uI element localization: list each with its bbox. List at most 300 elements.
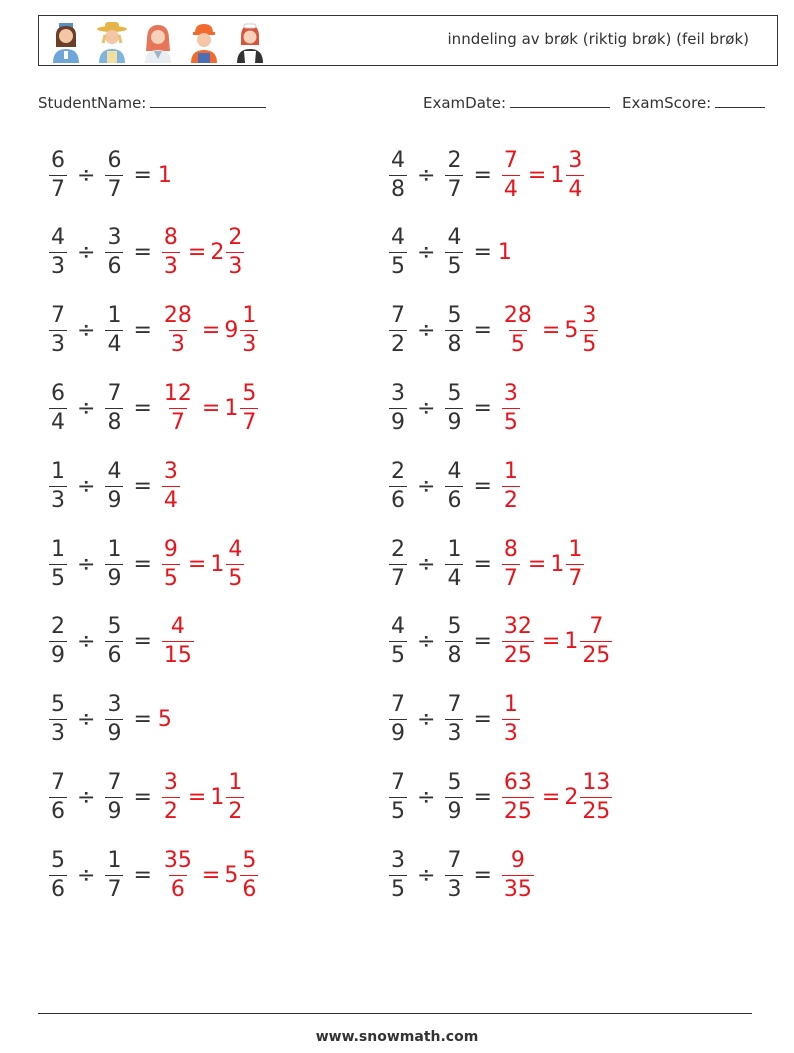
mixed-numerator: 5	[242, 380, 257, 406]
divisor-fraction-denominator: 9	[107, 721, 122, 747]
answer-fraction-numerator: 3	[503, 380, 518, 406]
answer-fraction-denominator: 4	[163, 487, 178, 513]
divisor-fraction-numerator: 5	[107, 614, 122, 640]
answer-fraction-numerator: 9	[163, 536, 178, 562]
divide-symbol: ÷	[77, 240, 96, 266]
answer-fraction	[502, 769, 534, 824]
dividend-fraction	[49, 847, 67, 902]
mixed-numerator: 1	[568, 536, 583, 562]
answer-fraction-denominator: 6	[170, 876, 185, 902]
divisor-fraction	[445, 769, 463, 824]
answer	[158, 536, 248, 591]
answer	[158, 707, 172, 732]
divisor-fraction	[445, 227, 463, 278]
answer-fraction-denominator: 15	[163, 643, 192, 669]
problem-item	[45, 451, 184, 521]
answer-whole: 1	[497, 240, 512, 266]
answer-fraction	[502, 536, 520, 591]
divisor-fraction	[105, 694, 123, 745]
divisor-fraction-numerator: 6	[107, 147, 122, 173]
divisor-fraction	[105, 227, 123, 278]
divisor-fraction	[105, 769, 123, 824]
exam-score-label: ExamScore:	[622, 94, 712, 112]
divide-symbol: ÷	[417, 629, 436, 655]
divisor-fraction-numerator: 4	[107, 458, 122, 484]
problem-item	[385, 529, 588, 599]
exam-date-blank[interactable]	[510, 93, 610, 108]
dividend-fraction-denominator: 5	[51, 565, 65, 591]
student-name-label: StudentName:	[38, 94, 147, 112]
mixed-whole: 1	[550, 551, 565, 577]
answer-fraction	[162, 847, 194, 902]
divisor-fraction-numerator: 1	[107, 303, 122, 329]
equals-symbol: =	[133, 473, 152, 499]
dividend-fraction-denominator: 5	[391, 798, 405, 824]
mixed-denominator: 4	[568, 176, 583, 202]
divisor-fraction-numerator: 5	[447, 614, 462, 640]
divisor-fraction	[445, 380, 463, 435]
equals-symbol: =	[473, 473, 492, 499]
dividend-fraction-denominator: 6	[51, 876, 65, 902]
problem-item	[385, 685, 524, 755]
divisor-fraction-numerator: 1	[107, 536, 122, 562]
dividend-fraction	[389, 147, 407, 202]
answer-whole: 5	[157, 707, 172, 733]
problem-item	[385, 762, 616, 832]
divisor-fraction	[445, 305, 463, 356]
answer-fraction-denominator: 2	[163, 798, 178, 824]
divisor-fraction	[105, 847, 123, 902]
dividend-fraction	[389, 458, 407, 513]
mixed-whole: 1	[210, 784, 225, 810]
dividend-fraction-denominator: 8	[391, 176, 405, 202]
answer-fraction-denominator: 3	[163, 254, 178, 280]
divide-symbol: ÷	[77, 162, 96, 188]
divide-symbol: ÷	[417, 318, 436, 344]
answer-fraction-numerator: 9	[510, 847, 525, 873]
problem-item	[45, 140, 172, 210]
dividend-fraction-denominator: 9	[391, 409, 405, 435]
answer	[158, 458, 184, 513]
mixed-fraction	[226, 227, 244, 278]
divide-symbol: ÷	[417, 395, 436, 421]
dividend-fraction-numerator: 4	[391, 147, 405, 173]
dividend-fraction	[389, 616, 407, 667]
answer-fraction-denominator: 25	[503, 798, 532, 824]
answer-fraction-numerator: 7	[503, 147, 518, 173]
dividend-fraction-denominator: 3	[51, 487, 65, 513]
answer-fraction-numerator: 28	[163, 303, 192, 329]
farmer-avatar-icon	[93, 21, 131, 63]
dividend-fraction	[49, 380, 67, 435]
divisor-fraction	[445, 536, 463, 591]
answer	[158, 305, 262, 356]
answer-equals-symbol: =	[541, 318, 561, 344]
mixed-fraction	[580, 616, 612, 667]
divisor-fraction-denominator: 6	[447, 487, 462, 513]
divisor-fraction	[445, 616, 463, 667]
mixed-denominator: 3	[242, 332, 257, 358]
dividend-fraction	[49, 305, 67, 356]
answer-fraction	[502, 616, 534, 667]
header-box	[38, 15, 778, 66]
answer-fraction-numerator: 8	[163, 225, 178, 251]
answer-fraction	[162, 536, 180, 591]
answer-fraction-denominator: 7	[503, 565, 518, 591]
answer-fraction-denominator: 3	[170, 332, 185, 358]
dividend-fraction	[389, 769, 407, 824]
divisor-fraction-denominator: 8	[447, 643, 462, 669]
answer	[498, 616, 616, 667]
divisor-fraction	[105, 536, 123, 591]
equals-symbol: =	[133, 862, 152, 888]
dividend-fraction-denominator: 3	[51, 332, 65, 358]
divisor-fraction	[445, 458, 463, 513]
dividend-fraction-numerator: 7	[391, 303, 405, 329]
divide-symbol: ÷	[77, 629, 96, 655]
equals-symbol: =	[133, 395, 152, 421]
answer-fraction-numerator: 1	[503, 458, 518, 484]
answer-fraction	[502, 458, 520, 513]
answer	[498, 847, 538, 902]
mixed-denominator: 5	[228, 565, 243, 591]
divide-symbol: ÷	[417, 862, 436, 888]
exam-score-blank[interactable]	[715, 93, 765, 108]
mixed-whole: 9	[224, 318, 239, 344]
answer	[158, 380, 262, 435]
dividend-fraction	[49, 458, 67, 513]
dividend-fraction-numerator: 7	[391, 769, 405, 795]
dividend-fraction-denominator: 6	[51, 798, 65, 824]
equals-symbol: =	[133, 318, 152, 344]
mixed-fraction	[226, 769, 244, 824]
equals-symbol: =	[473, 862, 492, 888]
dividend-fraction-numerator: 1	[51, 458, 65, 484]
answer-fraction-denominator: 35	[503, 876, 532, 902]
divisor-fraction-numerator: 1	[447, 536, 462, 562]
mixed-denominator: 6	[242, 876, 257, 902]
worker-avatar-icon	[185, 21, 223, 63]
problem-item	[45, 840, 262, 910]
mixed-denominator: 7	[568, 565, 583, 591]
mixed-denominator: 2	[228, 798, 243, 824]
equals-symbol: =	[473, 240, 492, 266]
mixed-numerator: 13	[582, 769, 611, 795]
answer-fraction-numerator: 3	[163, 769, 178, 795]
mixed-numerator: 1	[242, 303, 257, 329]
divisor-fraction-numerator: 5	[447, 769, 462, 795]
woman-avatar-icon	[139, 21, 177, 63]
answer-fraction-denominator: 7	[170, 409, 185, 435]
answer-fraction	[502, 847, 534, 902]
answer-fraction	[502, 305, 534, 356]
equals-symbol: =	[473, 784, 492, 810]
dividend-fraction-denominator: 3	[51, 254, 65, 280]
divisor-fraction	[445, 147, 463, 202]
mixed-denominator: 3	[228, 254, 243, 280]
answer-equals-symbol: =	[201, 395, 221, 421]
equals-symbol: =	[473, 162, 492, 188]
divisor-fraction-denominator: 8	[107, 409, 122, 435]
answer	[158, 227, 248, 278]
dividend-fraction-numerator: 6	[51, 380, 65, 406]
mixed-whole: 5	[224, 862, 239, 888]
dividend-fraction-numerator: 2	[51, 614, 65, 640]
problem-item	[45, 218, 248, 288]
problem-item	[45, 296, 262, 366]
divisor-fraction-denominator: 9	[447, 798, 462, 824]
student-name-field	[38, 93, 266, 112]
divide-symbol: ÷	[77, 318, 96, 344]
answer	[158, 847, 262, 902]
answer	[498, 536, 588, 591]
divisor-fraction-denominator: 3	[447, 876, 462, 902]
divide-symbol: ÷	[77, 862, 96, 888]
mixed-whole: 1	[224, 395, 239, 421]
dividend-fraction-numerator: 7	[51, 303, 65, 329]
dividend-fraction-denominator: 5	[391, 643, 405, 669]
divisor-fraction-numerator: 3	[107, 225, 122, 251]
divide-symbol: ÷	[77, 707, 96, 733]
mixed-numerator: 2	[228, 225, 243, 251]
divisor-fraction-numerator: 7	[447, 692, 462, 718]
exam-date-label: ExamDate:	[423, 94, 507, 112]
dividend-fraction-denominator: 2	[391, 332, 405, 358]
dividend-fraction-numerator: 4	[391, 225, 405, 251]
dividend-fraction-numerator: 7	[391, 692, 405, 718]
nurse-avatar-icon	[47, 21, 85, 63]
exam-date-field	[423, 93, 610, 112]
mixed-numerator: 1	[228, 769, 243, 795]
answer	[498, 147, 588, 202]
problem-item	[45, 529, 248, 599]
divide-symbol: ÷	[77, 784, 96, 810]
equals-symbol: =	[133, 784, 152, 810]
answer-fraction	[502, 380, 520, 435]
dividend-fraction-numerator: 5	[51, 847, 65, 873]
divisor-fraction	[445, 694, 463, 745]
mixed-fraction	[566, 536, 584, 591]
problem-item	[385, 140, 588, 210]
mixed-numerator: 4	[228, 536, 243, 562]
divisor-fraction-numerator: 5	[447, 303, 462, 329]
answer-fraction-numerator: 28	[503, 303, 532, 329]
problem-item	[385, 451, 524, 521]
maid-avatar-icon	[231, 21, 269, 63]
mixed-fraction	[240, 380, 258, 435]
divisor-fraction-numerator: 7	[447, 847, 462, 873]
divisor-fraction-denominator: 7	[107, 176, 122, 202]
mixed-whole: 1	[550, 162, 565, 188]
equals-symbol: =	[473, 551, 492, 577]
answer-fraction-numerator: 12	[163, 380, 192, 406]
dividend-fraction-denominator: 9	[391, 721, 405, 747]
mixed-numerator: 7	[589, 614, 604, 640]
dividend-fraction	[49, 769, 67, 824]
answer-fraction-denominator: 5	[163, 565, 178, 591]
mixed-denominator: 25	[582, 643, 611, 669]
divisor-fraction	[105, 147, 123, 202]
problem-item	[385, 218, 512, 288]
dividend-fraction-denominator: 6	[391, 487, 405, 513]
answer-fraction-denominator: 4	[503, 176, 518, 202]
divisor-fraction-denominator: 3	[447, 721, 462, 747]
answer-equals-symbol: =	[187, 784, 207, 810]
mixed-whole: 1	[210, 551, 225, 577]
dividend-fraction-denominator: 3	[51, 721, 65, 747]
answer-fraction-numerator: 63	[503, 769, 532, 795]
divisor-fraction-denominator: 9	[447, 409, 462, 435]
answer	[498, 694, 524, 745]
dividend-fraction-denominator: 5	[391, 254, 405, 280]
divisor-fraction-numerator: 3	[107, 692, 122, 718]
answer-fraction-numerator: 8	[503, 536, 518, 562]
divisor-fraction	[105, 380, 123, 435]
equals-symbol: =	[133, 240, 152, 266]
divide-symbol: ÷	[417, 707, 436, 733]
mixed-numerator: 5	[242, 847, 257, 873]
equals-symbol: =	[133, 162, 152, 188]
dividend-fraction	[389, 536, 407, 591]
problem-item	[385, 296, 602, 366]
answer-fraction-numerator: 32	[503, 614, 532, 640]
dividend-fraction	[389, 305, 407, 356]
divisor-fraction-numerator: 4	[447, 458, 462, 484]
equals-symbol: =	[133, 707, 152, 733]
dividend-fraction-numerator: 2	[391, 536, 405, 562]
dividend-fraction	[389, 227, 407, 278]
dividend-fraction	[49, 536, 67, 591]
divisor-fraction-denominator: 7	[107, 876, 122, 902]
answer-fraction	[502, 147, 520, 202]
answer-equals-symbol: =	[527, 162, 547, 188]
dividend-fraction-numerator: 4	[391, 614, 405, 640]
answer-fraction-denominator: 2	[503, 487, 518, 513]
divisor-fraction	[105, 305, 123, 356]
answer-fraction	[162, 458, 180, 513]
worksheet-title: inndeling av brøk (riktig brøk) (feil brøk)	[447, 30, 749, 48]
dividend-fraction-numerator: 2	[391, 458, 405, 484]
divisor-fraction-denominator: 9	[107, 798, 122, 824]
divisor-fraction	[105, 616, 123, 667]
answer	[498, 305, 602, 356]
dividend-fraction-denominator: 9	[51, 643, 65, 669]
answer-fraction-numerator: 35	[163, 847, 192, 873]
problem-item	[45, 685, 172, 755]
divisor-fraction	[105, 458, 123, 513]
equals-symbol: =	[473, 395, 492, 421]
equals-symbol: =	[473, 318, 492, 344]
divisor-fraction-denominator: 9	[107, 487, 122, 513]
dividend-fraction-numerator: 3	[391, 847, 405, 873]
problem-item	[45, 373, 262, 443]
divisor-fraction-denominator: 4	[447, 565, 462, 591]
mixed-whole: 1	[564, 629, 579, 655]
dividend-fraction-numerator: 6	[51, 147, 65, 173]
dividend-fraction-numerator: 7	[51, 769, 65, 795]
answer-equals-symbol: =	[201, 318, 221, 344]
divisor-fraction-numerator: 2	[447, 147, 462, 173]
divide-symbol: ÷	[417, 784, 436, 810]
answer-fraction	[162, 305, 194, 356]
dividend-fraction	[49, 616, 67, 667]
answer	[158, 616, 198, 667]
answer-fraction	[162, 227, 180, 278]
answer-fraction-numerator: 3	[163, 458, 178, 484]
answer	[158, 163, 172, 188]
problem-item	[45, 762, 248, 832]
answer	[498, 769, 616, 824]
divisor-fraction-denominator: 6	[107, 254, 122, 280]
mixed-denominator: 25	[582, 798, 611, 824]
divisor-fraction-numerator: 1	[107, 847, 122, 873]
divisor-fraction-denominator: 7	[447, 176, 462, 202]
equals-symbol: =	[133, 629, 152, 655]
dividend-fraction-numerator: 5	[51, 692, 65, 718]
mixed-fraction	[240, 847, 258, 902]
equals-symbol: =	[473, 707, 492, 733]
divide-symbol: ÷	[417, 473, 436, 499]
divisor-fraction	[445, 847, 463, 902]
equals-symbol: =	[133, 551, 152, 577]
avatar-row	[47, 21, 269, 63]
mixed-whole: 2	[210, 240, 225, 266]
problem-item	[385, 607, 616, 677]
answer-fraction-numerator: 4	[170, 614, 185, 640]
answer-equals-symbol: =	[187, 240, 207, 266]
mixed-denominator: 5	[582, 332, 597, 358]
dividend-fraction-denominator: 7	[391, 565, 405, 591]
divide-symbol: ÷	[417, 162, 436, 188]
divide-symbol: ÷	[77, 551, 96, 577]
mixed-fraction	[566, 147, 584, 202]
divisor-fraction-numerator: 7	[107, 380, 122, 406]
dividend-fraction-numerator: 4	[51, 225, 65, 251]
footer-divider	[38, 1013, 752, 1014]
mixed-numerator: 3	[568, 147, 583, 173]
equals-symbol: =	[473, 629, 492, 655]
mixed-whole: 5	[564, 318, 579, 344]
answer-fraction-numerator: 1	[503, 692, 518, 718]
dividend-fraction-numerator: 3	[391, 380, 405, 406]
divisor-fraction-numerator: 4	[447, 225, 462, 251]
divisor-fraction-denominator: 5	[447, 254, 462, 280]
answer-equals-symbol: =	[187, 551, 207, 577]
student-name-blank[interactable]	[150, 93, 266, 108]
divisor-fraction-denominator: 9	[107, 565, 122, 591]
divide-symbol: ÷	[77, 395, 96, 421]
answer-fraction	[162, 769, 180, 824]
dividend-fraction-denominator: 5	[391, 876, 405, 902]
dividend-fraction	[389, 694, 407, 745]
exam-score-field	[622, 93, 765, 112]
divide-symbol: ÷	[417, 240, 436, 266]
mixed-denominator: 7	[242, 409, 257, 435]
dividend-fraction	[389, 380, 407, 435]
answer-fraction	[162, 380, 194, 435]
answer-equals-symbol: =	[201, 862, 221, 888]
divide-symbol: ÷	[417, 551, 436, 577]
dividend-fraction-numerator: 1	[51, 536, 65, 562]
answer-whole: 1	[157, 162, 172, 188]
divisor-fraction-denominator: 8	[447, 332, 462, 358]
answer-fraction-denominator: 5	[503, 409, 518, 435]
answer-fraction	[502, 694, 520, 745]
divisor-fraction-numerator: 7	[107, 769, 122, 795]
answer-fraction-denominator: 5	[510, 332, 525, 358]
problem-item	[385, 373, 524, 443]
divisor-fraction-denominator: 6	[107, 643, 122, 669]
